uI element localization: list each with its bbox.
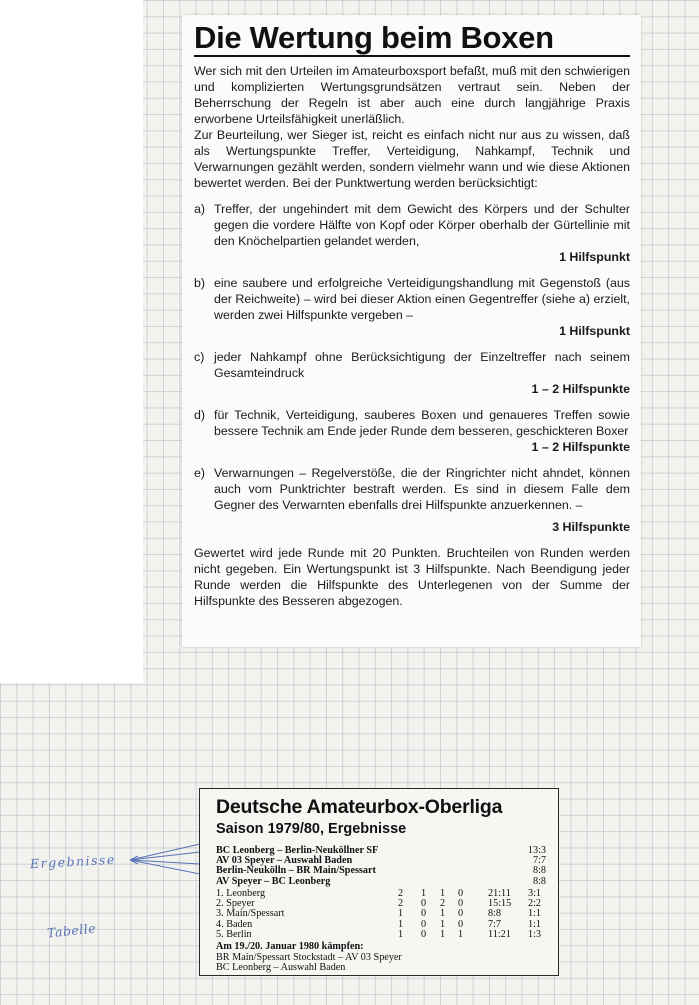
table-cell: 1:1	[528, 918, 542, 930]
result-score: 8:8	[532, 875, 546, 887]
table-cell: 2	[398, 888, 404, 899]
item-points: 1 – 2 Hilfspunkte	[531, 382, 630, 396]
article-body	[194, 63, 630, 609]
list-item	[194, 201, 630, 265]
table-cell: 1	[398, 928, 404, 940]
list-item	[194, 349, 630, 397]
table-cell: 0	[421, 928, 427, 940]
table-cell: 1:3	[528, 928, 542, 940]
item-marker: c)	[194, 350, 205, 364]
table-cell: 1	[440, 918, 446, 930]
result-row	[216, 877, 546, 887]
table-cell: 1	[458, 928, 464, 940]
results-clipping-oberliga	[199, 788, 559, 976]
match-results	[216, 846, 546, 887]
standings-table	[216, 889, 546, 940]
table-team: 2. Speyer	[216, 898, 255, 910]
item-text: für Technik, Verteidigung, sauberes Boxen und genaueres Treffen sowie bessere Technik am Ende jeder Runde dem besseren, geschickteren Boxer	[214, 408, 630, 438]
table-team: 5. Berlin	[216, 928, 252, 940]
upcoming-fixtures	[216, 942, 402, 974]
item-text: jeder Nahkampf ohne Berücksichtigung der Einzeltreffer nach seinem Gesamteindruck	[214, 350, 630, 380]
result-score: 7:7	[532, 855, 546, 867]
list-item	[194, 275, 630, 339]
table-cell: 0	[458, 908, 464, 920]
result-score: 8:8	[532, 865, 546, 877]
table-cell: 1	[421, 888, 427, 899]
item-points: 3 Hilfspunkte	[552, 520, 630, 534]
table-cell: 1	[440, 888, 446, 899]
table-cell: 1	[440, 928, 446, 940]
result-match: BC Leonberg – Berlin-Neuköllner SF	[216, 845, 379, 856]
table-cell: 0	[458, 888, 464, 899]
table-cell: 7:7	[488, 918, 502, 930]
table-cell: 0	[421, 898, 427, 910]
table-cell: 15:15	[488, 898, 512, 910]
fixtures-heading: Am 19./20. Januar 1980 kämpfen:	[216, 941, 364, 952]
table-cell: 2	[398, 898, 404, 910]
item-text: Treffer, der ungehindert mit dem Gewicht des Körpers und der Schulter gegen die vordere Hälfte von Kopf oder Körper oberhalb der Gürtellinie mit den Knöchelpartien gelandet werden,	[214, 202, 630, 248]
list-item	[194, 407, 630, 455]
table-cell: 1	[440, 908, 446, 920]
result-match: Berlin-Neukölln – BR Main/Spessart	[216, 865, 376, 877]
item-marker: e)	[194, 466, 206, 480]
item-points: 1 Hilfspunkt	[559, 324, 630, 338]
table-cell: 11:21	[488, 928, 511, 940]
article-title: Die Wertung beim Boxen	[194, 20, 554, 55]
blank-paper-area	[0, 0, 143, 683]
fixture-line: BC Leonberg – Auswahl Baden	[216, 962, 346, 973]
title-rule	[194, 55, 630, 57]
table-cell: 1:1	[528, 908, 542, 920]
item-points: 1 – 2 Hilfspunkte	[531, 440, 630, 454]
intro-paragraph-1: Wer sich mit den Urteilen im Amateurboxsport befaßt, muß mit den schwierigen und komplizierten Wertungsgrundsätzen vertraut sein. Neben der Beherrschung der Regeln ist aber auch eine durch langjährige Praxis erworbene Urteilsfähigkeit unerläßlich.	[194, 64, 630, 126]
results-subtitle: Saison 1979/80, Ergebnisse	[216, 821, 407, 837]
table-cell: 0	[421, 908, 427, 920]
handwritten-note-ergebnisse: Ergebnisse	[29, 851, 117, 872]
result-score: 13:3	[527, 845, 546, 856]
table-cell: 3:1	[528, 888, 542, 899]
item-marker: a)	[194, 202, 206, 216]
table-team: 4. Baden	[216, 918, 253, 930]
table-cell: 2:2	[528, 898, 542, 910]
results-title: Deutsche Amateurbox-Oberliga	[216, 796, 503, 818]
intro-paragraph-2: Zur Beurteilung, wer Sieger ist, reicht es einfach nicht nur aus zu wissen, daß als Wertungspunkte Treffer, Verteidigung, Nahkampf, Technik und Verwarnungen gezählt werden, sondern vielmehr wann und wie diese Aktionen bewertet werden. Bei der Punktwertung werden berücksichtigt:	[194, 128, 630, 190]
table-cell: 8:8	[488, 908, 502, 920]
table-team: 3. Main/Spessart	[216, 908, 285, 920]
result-match: AV 03 Speyer – Auswahl Baden	[216, 855, 353, 867]
closing-paragraph: Gewertet wird jede Runde mit 20 Punkten. Bruchteilen von Runden werden nicht gegeben. Ein Wertungspunkt ist 3 Hilfspunkte. Nach Beendigung jeder Runde werden die Hilfspunkte des Unterlegenen von der Summe der Hilfspunkte des Besseren abgezogen.	[194, 546, 630, 608]
item-text: eine saubere und erfolgreiche Verteidigungshandlung mit Gegenstoß (aus der Reichweite) – wird bei dieser Aktion einen Gegentreffer (siehe a) erzielt, werden zwei Hilfspunkte vergeben –	[214, 276, 630, 322]
item-points: 1 Hilfspunkt	[559, 250, 630, 264]
table-cell: 0	[458, 898, 464, 910]
table-row	[216, 930, 546, 940]
item-text: Verwarnungen – Regelverstöße, die der Ringrichter nicht ahndet, können auch vom Punktrichter bestraft werden. Es sind in diesem Falle dem Gegner des Verwarnten ebenfalls drei Hilfspunkte anzuerkennen. –	[214, 466, 630, 512]
handwritten-arrows-icon	[128, 840, 208, 880]
table-cell: 21:11	[488, 888, 511, 899]
table-cell: 0	[458, 918, 464, 930]
table-cell: 1	[398, 918, 404, 930]
table-cell: 2	[440, 898, 446, 910]
item-marker: d)	[194, 408, 206, 422]
list-item	[194, 465, 630, 535]
table-cell: 1	[398, 908, 404, 920]
article-clipping-wertung	[182, 15, 641, 647]
table-cell: 0	[421, 918, 427, 930]
item-marker: b)	[194, 276, 206, 290]
table-team: 1. Leonberg	[216, 888, 266, 899]
result-match: AV Speyer – BC Leonberg	[216, 875, 331, 887]
handwritten-note-tabelle: Tabelle	[46, 920, 97, 941]
fixture-line: BR Main/Spessart Stockstadt – AV 03 Speyer	[216, 951, 402, 963]
